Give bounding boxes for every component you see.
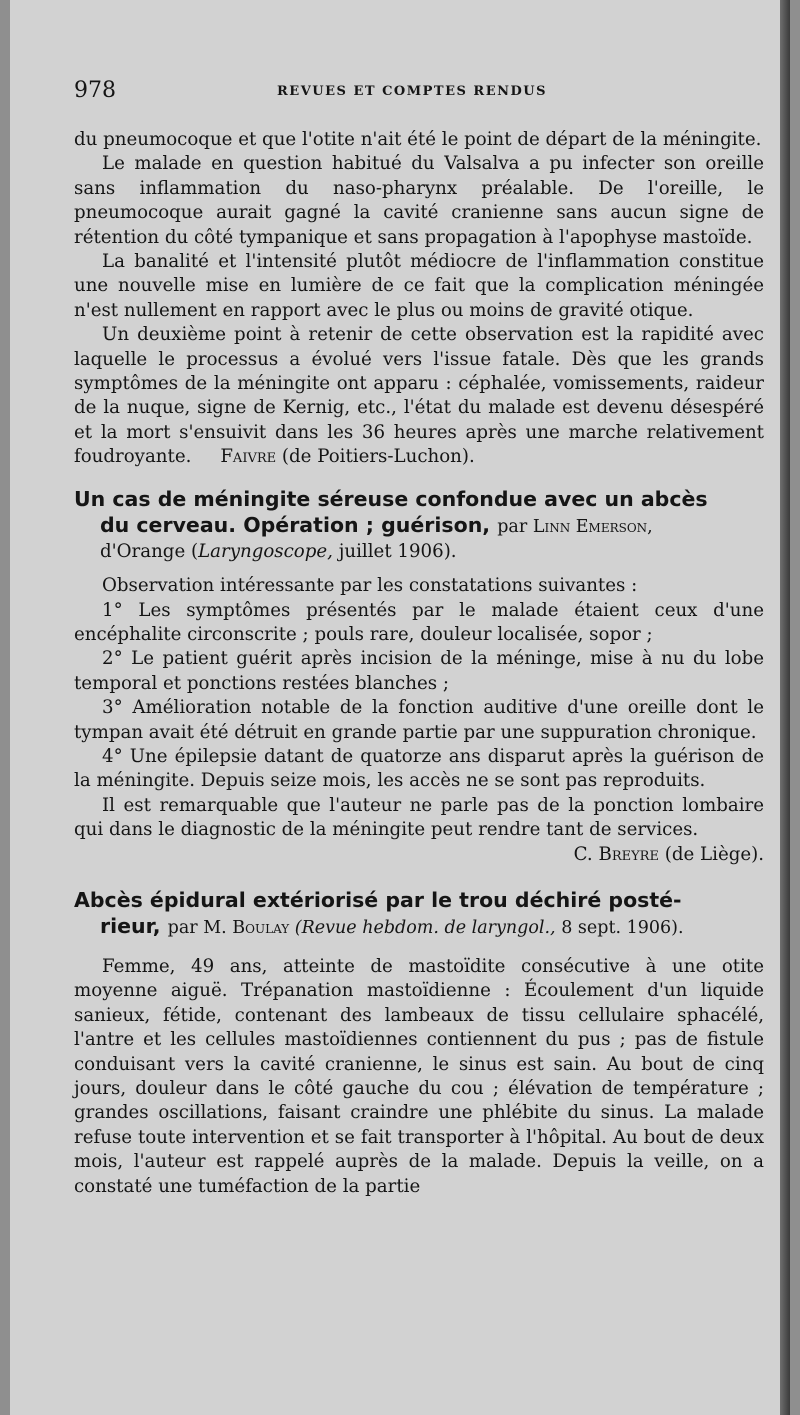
signature-place: (de Liège). (664, 843, 764, 865)
list-item: 1° Les symptômes présentés par le malade étaient ceux d'une encéphalite circonscrite ; pouls rare, douleur localisée, sopor ; (74, 599, 764, 645)
signature-name: C. Breyre (573, 843, 659, 865)
paragraph: Observation intéressante par les constatations suivantes : (102, 575, 638, 597)
signature-name: Faivre (220, 446, 277, 468)
paragraph-with-signature (74, 323, 764, 469)
journal-name: Laryngoscope, (198, 540, 333, 562)
title-line-2: rieur, (100, 913, 161, 938)
running-head: REVUES ET COMPTES RENDUS (277, 84, 547, 99)
journal-name: (Revue hebdom. de laryngol., (294, 917, 556, 938)
article-source: d'Orange (Laryngoscope, juillet 1906). (100, 540, 457, 562)
title-line-2: du cerveau. Opération ; guérison, (100, 512, 491, 537)
article-title (74, 486, 764, 540)
page-body (74, 128, 764, 1199)
signature (74, 843, 764, 867)
paragraph: Le malade en question habitué du Valsalva a pu infecter son oreille sans inflammation du naso-pharynx préalable. De l'oreille, le pneumocoque aurait gagné la cavité cranienne sans aucun signe de rétention du côté tympanique et sans propagation à l'apophyse mastoïde. (74, 153, 764, 248)
signature (197, 446, 475, 467)
book-page (10, 0, 790, 1415)
byline: par Linn Emerson, (497, 516, 653, 537)
paragraph: Il est remarquable que l'auteur ne parle pas de la ponction lombaire qui dans le diagnostic de la méningite peut rendre tant de services. (74, 794, 764, 841)
page-edge-shadow (780, 0, 790, 1415)
byline: par M. Boulay (Revue hebdom. de laryngol., 8 sept. 1906). (167, 917, 684, 938)
title-line-1: Un cas de méningite séreuse confondue avec un abcès (74, 486, 708, 511)
page-number: 978 (74, 78, 116, 103)
paragraph: La banalité et l'intensité plutôt médiocre de l'inflammation constitue une nouvelle mise en lumière de ce fait que la complication méningée n'est nullement en rapport avec le plus ou moins de gravité otique. (74, 251, 764, 321)
article-title (74, 887, 764, 941)
signature-place: (de Poitiers-Luchon). (281, 446, 475, 468)
page-header (74, 78, 750, 108)
list-item: 2° Le patient guérit après incision de la méninge, mise à nu du lobe temporal et ponctions restées blanches ; (74, 648, 764, 694)
list-item: 4° Une épilepsie datant de quatorze ans disparut après la guérison de la méningite. Depuis seize mois, les accès ne se sont pas reproduits. (74, 745, 764, 792)
paragraph-text: Un deuxième point à retenir de cette observation est la rapidité avec laquelle le processus a évolué vers l'issue fatale. Dès que les grands symptômes de la méningite ont apparu : céphalée, vomissements, raideur de la nuque, signe de Kernig, etc., l'état du malade est devenu désespéré et la mort s'ensuivit dans les 36 heures après une marche relativement foudroyante. (74, 324, 764, 468)
paragraph: Femme, 49 ans, atteinte de mastoïdite consécutive à une otite moyenne aiguë. Trépanation mastoïdienne : Écoulement d'un liquide sanieux, fétide, contenant des lambeaux de tissu cellulaire sphacélé, l'antre et les cellules mastoïdiennes contiennent du pus ; pas de fistule conduisant vers la cavité cranienne, le sinus est sain. Au bout de cinq jours, douleur dans le côté gauche du cou ; élévation de température ; grandes oscillations, faisant craindre une phlébite du sinus. La malade refuse toute intervention et se fait transporter à l'hôpital. Au bout de deux mois, l'auteur est rappelé auprès de la malade. Depuis la veille, on a constaté une tuméfaction de la partie (74, 955, 764, 1197)
author-name: Boulay (232, 917, 290, 938)
list-item: 3° Amélioration notable de la fonction auditive d'une oreille dont le tympan avait été détruit en grande partie par une suppuration chronique. (74, 697, 764, 743)
author-name: Linn Emerson, (532, 516, 653, 537)
paragraph: du pneumocoque et que l'otite n'ait été le point de départ de la méningite. (74, 129, 762, 150)
title-line-1: Abcès épidural extériorisé par le trou déchiré posté- (74, 887, 682, 912)
